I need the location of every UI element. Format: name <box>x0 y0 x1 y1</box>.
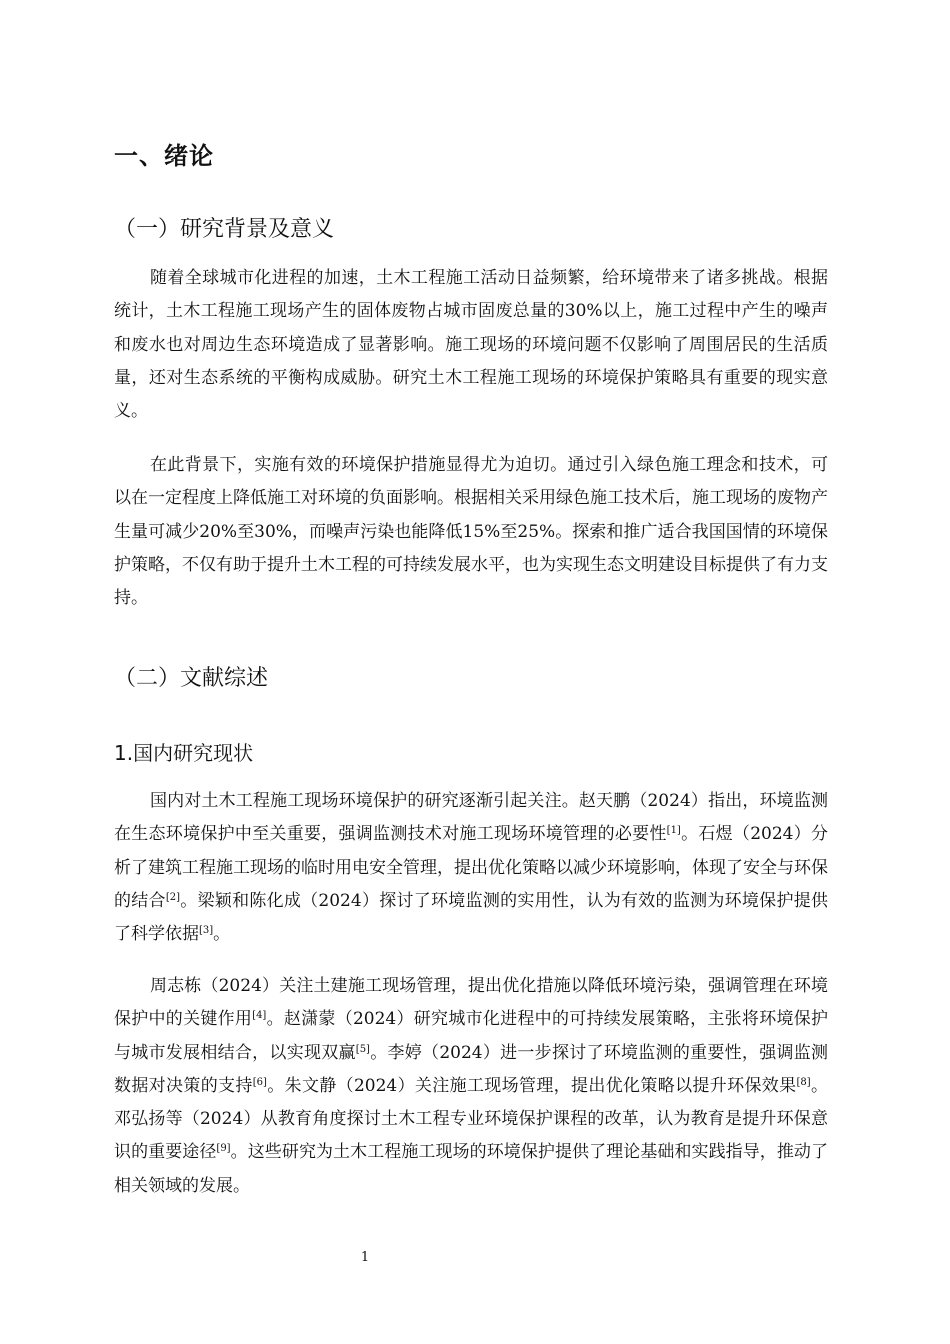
section-heading-background: （一）研究背景及意义 <box>114 217 335 242</box>
paragraph-domestic-1: 国内对土木工程施工现场环境保护的研究逐渐引起关注。赵天鹏（2024）指出，环境监测在生态环境保护中至关重要，强调监测技术对施工现场环境管理的必要性[1]。石煜（2024）分析了建筑工程施工现场的临时用电安全管理，提出优化策略以减少环境影响，体现了安全与环保的结合[2]。梁颖和陈化成（2024）探讨了环境监测的实用性，认为有效的监测为环境保护提供了科学依据[3]。 <box>114 791 829 945</box>
citation-2[interactable]: [2] <box>165 891 180 903</box>
citation-8[interactable]: [8] <box>796 1076 811 1088</box>
paragraph-domestic-2: 周志栋（2024）关注土建施工现场管理，提出优化措施以降低环境污染，强调管理在环境保护中的关键作用[4]。赵潇蒙（2024）研究城市化进程中的可持续发展策略，主张将环境保护与城市发展相结合，以实现双赢[5]。李婷（2024）进一步探讨了环境监测的重要性，强调监测数据对决策的支持[6]。朱文静（2024）关注施工现场管理，提出优化策略以提升环保效果[8]。邓弘扬等（2024）从教育角度探讨土木工程专业环境保护课程的改革，认为教育是提升环保意识的重要途径[9]。这些研究为土木工程施工现场的环境保护提供了理论基础和实践指导，推动了相关领域的发展。 <box>114 976 829 1196</box>
chapter-heading: 一、绪论 <box>114 142 214 170</box>
citation-9[interactable]: [9] <box>216 1143 231 1155</box>
citation-6[interactable]: [6] <box>252 1076 267 1088</box>
page-number: 1 <box>360 1250 370 1265</box>
citation-5[interactable]: [5] <box>355 1043 370 1055</box>
subsection-heading-domestic: 1.国内研究现状 <box>114 741 254 765</box>
citation-4[interactable]: [4] <box>252 1010 267 1022</box>
paragraph-background-1: 随着全球城市化进程的加速，土木工程施工活动日益频繁，给环境带来了诸多挑战。根据统计，土木工程施工现场产生的固体废物占城市固废总量的30%以上，施工过程中产生的噪声和废水也对周边生态环境造成了显著影响。施工现场的环境问题不仅影响了周围居民的生活质量，还对生态系统的平衡构成威胁。研究土木工程施工现场的环境保护策略具有重要的现实意义。 <box>114 268 828 422</box>
paragraph-background-2: 在此背景下，实施有效的环境保护措施显得尤为迫切。通过引入绿色施工理念和技术，可以在一定程度上降低施工对环境的负面影响。根据相关采用绿色施工技术后，施工现场的废物产生量可减少20%至30%，而噪声污染也能降低15%至25%。探索和推广适合我国国情的环境保护策略，不仅有助于提升土木工程的可持续发展水平，也为实现生态文明建设目标提供了有力支持。 <box>114 455 828 609</box>
section-heading-literature: （二）文献综述 <box>114 666 269 691</box>
citation-1[interactable]: [1] <box>666 825 681 837</box>
citation-3[interactable]: [3] <box>199 925 214 937</box>
